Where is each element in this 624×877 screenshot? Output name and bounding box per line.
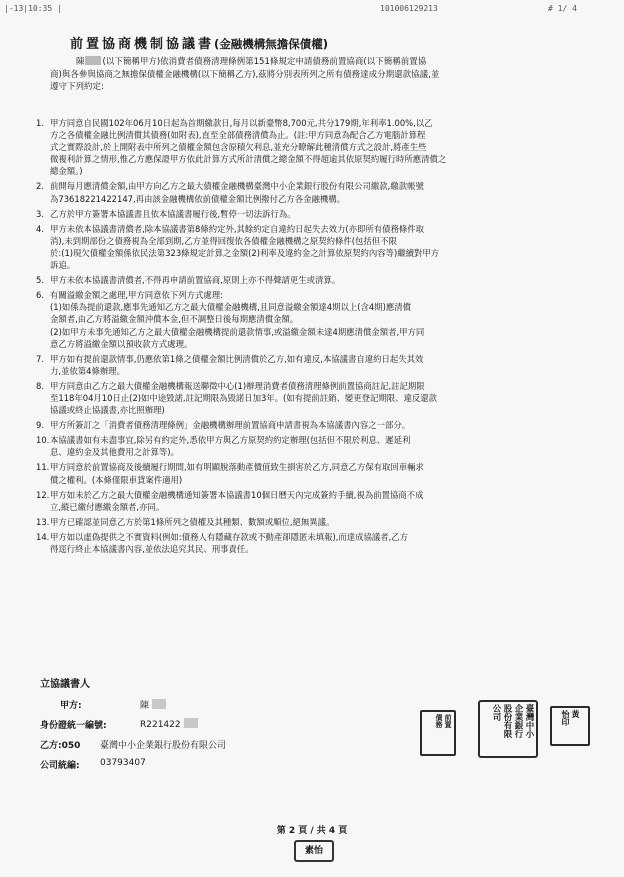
- clause-body: [50, 353, 606, 377]
- clause-item: [36, 223, 606, 271]
- clause-line: 乙方於甲方簽署本協議書且依本協議書履行後,暫停一切法訴行為。: [50, 208, 296, 219]
- clause-body: [50, 419, 606, 431]
- clause-line: 為73618221422147,再由該金融機構依前債權金額比例撥付乙方各金融機構。: [50, 193, 346, 204]
- clause-number: 7.: [36, 353, 44, 364]
- intro-line: 遵守下列約定:: [50, 82, 104, 92]
- clause-body: [50, 289, 606, 349]
- clause-line: 甲方如有提前還款情事,仍應依第1條之債權金額比例清償於乙方,如有違反,本協議書自違約日起失其效: [50, 353, 424, 364]
- clause-line: 金額者,由乙方將溢繳金額沖償本金,但不調整日後每期應清償金額。: [50, 314, 299, 325]
- clause-number: 12.: [36, 489, 50, 500]
- party-a-surname: 陳: [76, 57, 85, 67]
- clause-item: [36, 353, 606, 377]
- title-main: 前置協商機制協議書: [70, 37, 215, 52]
- title-sub: (金融機構無擔保債權): [214, 37, 329, 51]
- bank-company-seal: 臺灣中小 企業銀行 股份有限 公司: [478, 700, 538, 758]
- clause-number: 3.: [36, 208, 44, 219]
- clause-item: [36, 419, 606, 431]
- clause-item: [36, 516, 606, 528]
- clause-line: 至118年04月10日止(2)如中途毀諾,註記期限為毀諾日加3年。(如有提前註銷、變更登記期限、違反還款: [50, 392, 438, 403]
- clause-number: 9.: [36, 420, 44, 431]
- clause-number: 4.: [36, 223, 44, 234]
- clause-item: [36, 274, 606, 286]
- clause-item: [36, 531, 606, 555]
- clause-body: [50, 380, 606, 416]
- fax-time: |-13|10:35 |: [4, 4, 62, 13]
- clause-item: [36, 434, 606, 458]
- redacted-name: [152, 699, 166, 709]
- clause-line: 微複利計算之情形,惟乙方應保證甲方依此計算方式所計清償之總金額不得超逾其依原契約履行時所應清償之: [50, 154, 447, 165]
- clause-line: 立,縱已繳付應繳金額者,亦同。: [50, 501, 165, 512]
- party-b-row: [40, 738, 340, 758]
- clause-line: 消),未到期部份之債務視為全部到期,乙方並得回復依各債權金融機構之原契約條件(包括但不限: [50, 235, 397, 246]
- clause-body: [50, 274, 606, 286]
- clause-item: [36, 208, 606, 220]
- clause-line: 總金額。): [50, 166, 83, 177]
- clause-line: 甲方未依本協議書清償者,除本協議書第8條約定外,其餘約定自違約日起失去效力(亦即所有債務條件取: [50, 223, 425, 234]
- clause-body: [50, 117, 606, 177]
- clause-body: [50, 516, 606, 528]
- tax-value: 03793407: [100, 758, 146, 768]
- clause-body: [50, 208, 606, 220]
- clause-number: 6.: [36, 290, 44, 301]
- intro-paragraph: [40, 56, 595, 94]
- clause-line: 甲方如未於乙方之最大債權金融機構通知簽署本協議書10個日曆天內完成簽約手續,視為前置協商不成: [50, 489, 424, 500]
- party-a-value: 陳: [140, 698, 166, 711]
- clause-line: 協議或終止協議書,亦比照辦理): [50, 405, 165, 416]
- clause-item: [36, 380, 606, 416]
- clause-line: 甲方同意自民國102年06月10日起為首期繳款日,每月以新臺幣8,700元,共分179期,年利率1.00%,以乙: [50, 118, 433, 128]
- clause-line: 式之實際設計,於上開附表中所列之債權金額包含原積欠利息,並充分瞭解此種清償方式之設計,將產生些: [50, 142, 427, 153]
- clause-item: [36, 289, 606, 349]
- clause-line: 甲方如以虛偽提供之不實資料(例如:債務人有隱藏存款或不動產卻隱匿未填報),而達成協議者,乙方: [50, 531, 409, 542]
- clause-number: 1.: [36, 118, 44, 128]
- clause-line: 本協議書如有未盡事宜,除另有約定外,悉依甲方與乙方原契約約定辦理(包括但不限於利息、遲延利: [50, 435, 411, 446]
- party-b-value: 臺灣中小企業銀行股份有限公司: [100, 741, 227, 751]
- page-number: 第 2 頁 / 共 4 頁: [276, 826, 348, 836]
- clause-body: [50, 434, 606, 458]
- clause-number: 10.: [36, 435, 50, 446]
- party-a-row: [40, 698, 340, 718]
- clause-line: 力,並依第4條辦理。: [50, 365, 125, 376]
- clause-line: 意乙方將溢繳金額以預收款方式處理。: [50, 338, 193, 349]
- clause-number: 14.: [36, 531, 50, 542]
- document-title: [70, 33, 590, 52]
- clause-item: [36, 489, 606, 513]
- clause-line: 有關溢繳金額之處理,甲方同意依下列方式處理:: [50, 290, 223, 301]
- clause-body: [50, 223, 606, 271]
- clause-item: [36, 461, 606, 485]
- intro-line: 商)與各參與協商之無擔保債權金融機構(以下簡稱乙方),茲將分別表所列之所有債務達成分期還款協議,並: [50, 69, 440, 80]
- clause-body: [50, 489, 606, 513]
- clause-body: [50, 461, 606, 485]
- redacted-name: [85, 56, 101, 65]
- signatory-heading: 立協議書人: [40, 679, 90, 690]
- clause-item: [36, 180, 606, 204]
- clause-line: 得逕行終止本協議書內容,並依法追究其民、刑事責任。: [50, 544, 254, 554]
- intro-text: (以下簡稱甲方)依消費者債務清理條例第151條規定申請債務前置協商(以下簡稱前置協: [102, 57, 427, 67]
- clause-line: 甲方同意由乙方之最大債權金融機構報送聯徵中心(1)辦理消費者債務清理條例前置協商註記,註記期限: [50, 380, 425, 391]
- consult-stamp: 前置 債務: [420, 710, 456, 756]
- clause-line: 償之權利。(本條僅限車貸案件適用): [50, 474, 183, 485]
- clause-line: 甲方未依本協議書清償者,不得再申請前置協商,原則上亦不得聲請更生或清算。: [50, 275, 341, 286]
- clause-line: 息、違約金及其他費用之計算等)。: [50, 447, 179, 458]
- clause-number: 8.: [36, 380, 44, 391]
- clause-number: 11.: [36, 462, 50, 473]
- clause-line: (2)如甲方未事先通知乙方之最大債權金融機構提前還款情事,或溢繳金額未達4期應清償金額者,甲方同: [50, 326, 425, 337]
- tax-row: [40, 758, 340, 778]
- clause-line: 方之各債權金融比例清償其債務(如附表),直至全部債務清償為止。(註:甲方同意為配合乙方電腦計算程: [50, 130, 426, 141]
- clause-body: [50, 531, 606, 555]
- clause-body: [50, 180, 606, 204]
- clause-line: 甲方所簽訂之「消費者債務清理條例」金融機構辦理前置協商申請書視為本協議書內容之一部分。: [50, 420, 411, 431]
- redacted-id: [184, 718, 198, 728]
- fax-page: # 1/ 4: [548, 4, 577, 13]
- clause-line: (1)如係為提前還款,應事先通知乙方之最大債權金融機構,且同意溢繳金額達4期以上(含4期)應清償: [50, 302, 412, 313]
- id-label: 身份證統一編號:: [40, 721, 107, 731]
- tax-label: 公司統編:: [40, 761, 80, 771]
- clause-item: [36, 117, 606, 177]
- clause-line: 甲方同意於前置協商及後續履行期間,如有明顯脫落動產價值致生損害於乙方,同意乙方保有取回車輛求: [50, 462, 424, 473]
- signatory-block: [40, 675, 340, 778]
- representative-seal: 黃 怡印: [550, 706, 590, 746]
- party-b-label: 乙方:050: [40, 741, 81, 751]
- clause-line: 甲方已確認並同意乙方於第1條所列之債權及其種類、數額或順位,絕無異議。: [50, 516, 335, 527]
- fax-header: [0, 4, 624, 16]
- clause-line: 前開每月應清償金額,由甲方向乙方之最大債權金融機構臺灣中小企業銀行股份有限公司繳款,繳款帳號: [50, 181, 424, 192]
- id-value: R221422: [140, 718, 198, 730]
- id-row: [40, 718, 340, 738]
- clause-line: 訴追。: [50, 260, 76, 271]
- clause-line: 於:(1)現欠債權金額係依民法第323條規定計算之金額(2)利率及違約金之計算依原契約內容等)繼續對甲方: [50, 247, 440, 258]
- fax-number: 101006129213: [380, 4, 438, 13]
- intro-line: [40, 56, 595, 69]
- clause-number: 2.: [36, 181, 44, 192]
- bottom-seal: 素怡: [294, 840, 334, 862]
- clause-number: 5.: [36, 275, 44, 286]
- clauses-list: [36, 117, 606, 558]
- party-a-label: 甲方:: [60, 701, 82, 711]
- clause-number: 13.: [36, 516, 50, 527]
